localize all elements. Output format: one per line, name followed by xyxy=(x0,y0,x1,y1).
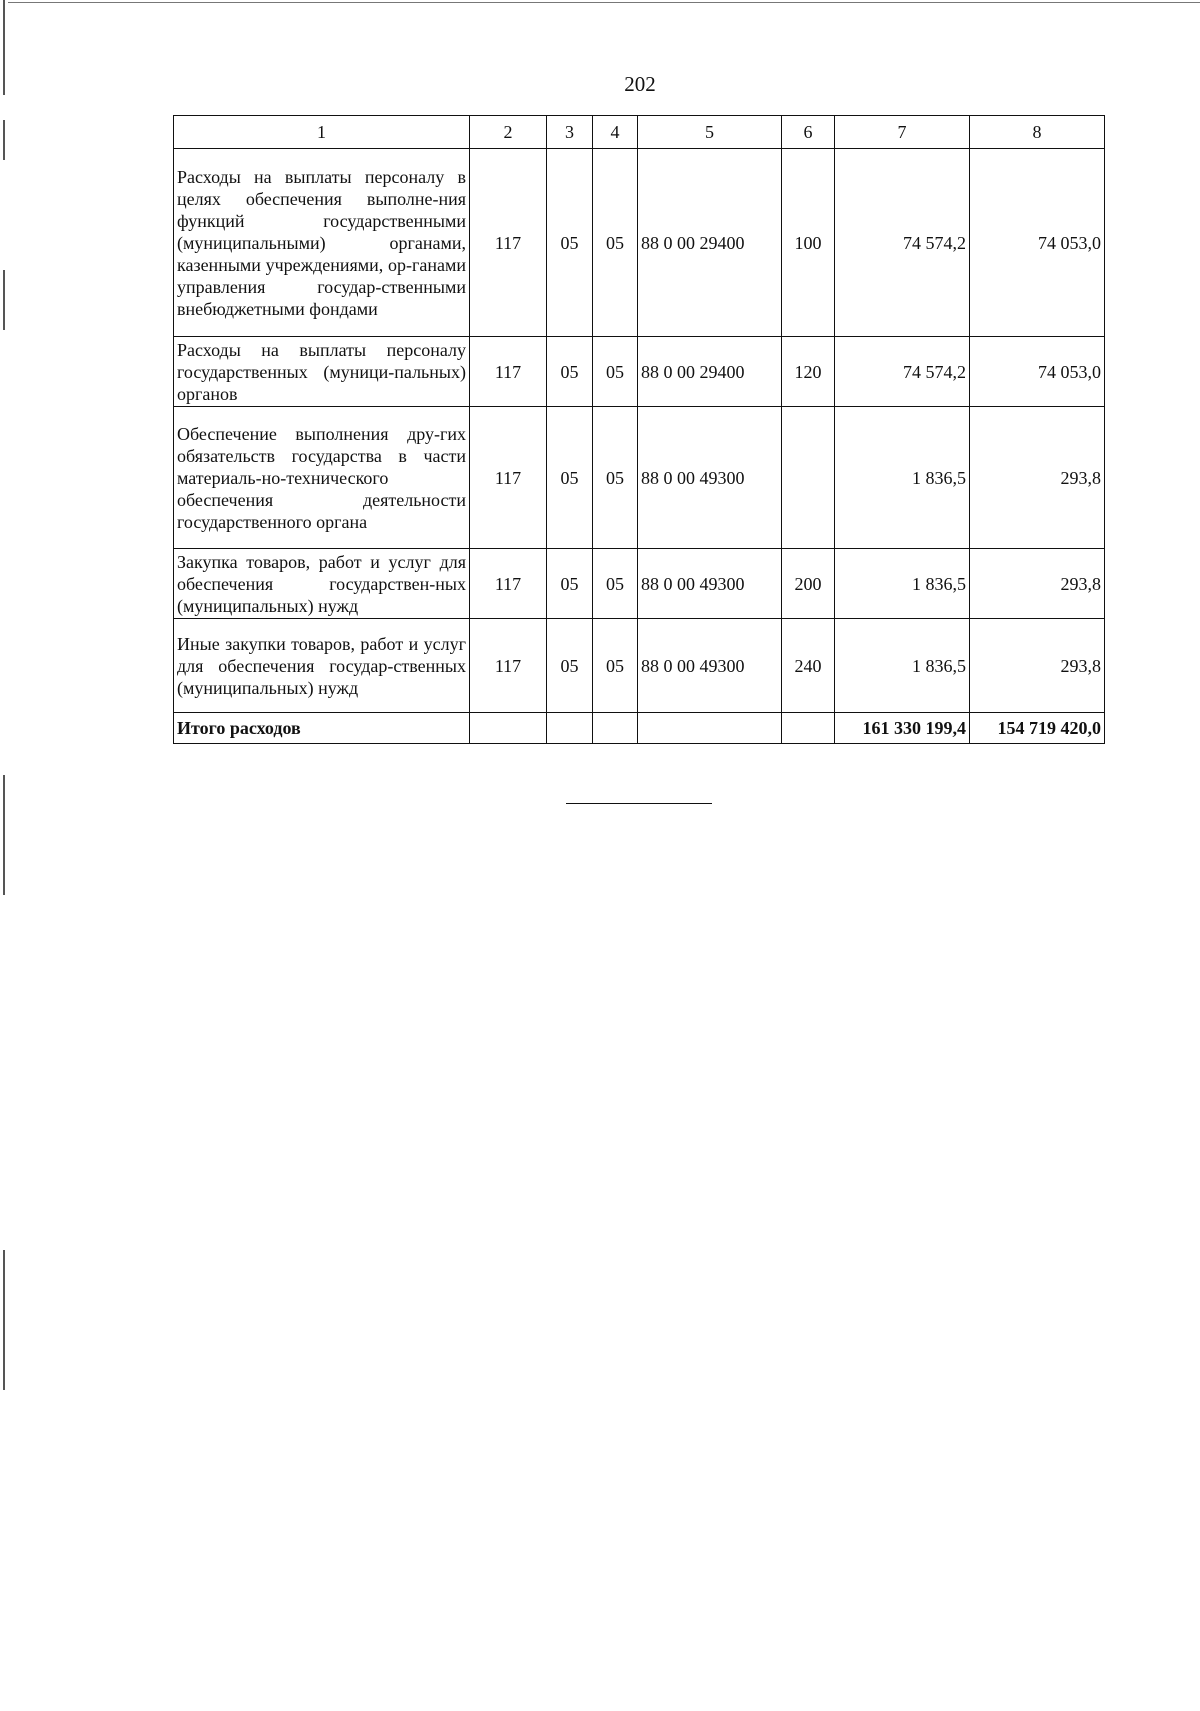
cell-amount-col7: 74 574,2 xyxy=(835,149,970,337)
cell-subsection: 05 xyxy=(593,549,638,619)
column-header: 6 xyxy=(782,116,835,149)
cell-subsection: 05 xyxy=(593,149,638,337)
row-name: Расходы на выплаты персоналу государственных (муници-пальных) органов xyxy=(174,337,470,407)
table-row xyxy=(174,337,1105,407)
cell-target-article: 88 0 00 49300 xyxy=(638,619,782,713)
end-separator-line xyxy=(566,803,712,804)
cell-expense-type: 240 xyxy=(782,619,835,713)
scan-top-edge xyxy=(8,2,1200,3)
table-row xyxy=(174,549,1105,619)
scan-left-edge-mark xyxy=(3,775,5,895)
cell-ministry-code: 117 xyxy=(470,549,547,619)
cell-amount-col7: 1 836,5 xyxy=(835,407,970,549)
cell-amount-col8: 293,8 xyxy=(970,619,1105,713)
scan-left-edge-mark xyxy=(3,1250,5,1390)
cell-ministry-code: 117 xyxy=(470,407,547,549)
cell-amount-col7: 74 574,2 xyxy=(835,337,970,407)
table-row xyxy=(174,619,1105,713)
column-header: 3 xyxy=(547,116,593,149)
cell-section: 05 xyxy=(547,549,593,619)
cell-target-article: 88 0 00 49300 xyxy=(638,549,782,619)
row-name: Иные закупки товаров, работ и услуг для обеспечения государ-ственных (муниципальных) нужд xyxy=(174,619,470,713)
empty-cell xyxy=(547,713,593,744)
cell-section: 05 xyxy=(547,619,593,713)
scan-left-edge-mark xyxy=(3,270,5,330)
cell-section: 05 xyxy=(547,149,593,337)
cell-amount-col8: 293,8 xyxy=(970,549,1105,619)
cell-section: 05 xyxy=(547,337,593,407)
row-name: Расходы на выплаты персоналу в целях обеспечения выполне-ния функций государственными (муниципальными) органами, казенными учреждениями, ор-ганами управления государ-ственными внебюджетными фондами xyxy=(174,149,470,337)
total-amount-col7: 161 330 199,4 xyxy=(835,713,970,744)
column-header: 5 xyxy=(638,116,782,149)
cell-ministry-code: 117 xyxy=(470,149,547,337)
cell-expense-type: 200 xyxy=(782,549,835,619)
row-name: Закупка товаров, работ и услуг для обеспечения государствен-ных (муниципальных) нужд xyxy=(174,549,470,619)
column-header: 8 xyxy=(970,116,1105,149)
total-row xyxy=(174,713,1105,744)
cell-amount-col7: 1 836,5 xyxy=(835,619,970,713)
cell-expense-type xyxy=(782,407,835,549)
cell-expense-type: 120 xyxy=(782,337,835,407)
cell-section: 05 xyxy=(547,407,593,549)
total-amount-col8: 154 719 420,0 xyxy=(970,713,1105,744)
cell-amount-col8: 74 053,0 xyxy=(970,149,1105,337)
empty-cell xyxy=(593,713,638,744)
header-row xyxy=(174,116,1105,149)
column-header: 1 xyxy=(174,116,470,149)
cell-amount-col8: 293,8 xyxy=(970,407,1105,549)
table-row xyxy=(174,407,1105,549)
cell-subsection: 05 xyxy=(593,407,638,549)
empty-cell xyxy=(782,713,835,744)
cell-target-article: 88 0 00 49300 xyxy=(638,407,782,549)
cell-subsection: 05 xyxy=(593,337,638,407)
column-header: 4 xyxy=(593,116,638,149)
cell-amount-col8: 74 053,0 xyxy=(970,337,1105,407)
cell-ministry-code: 117 xyxy=(470,337,547,407)
cell-ministry-code: 117 xyxy=(470,619,547,713)
cell-expense-type: 100 xyxy=(782,149,835,337)
page-number: 202 xyxy=(624,72,656,96)
cell-target-article: 88 0 00 29400 xyxy=(638,337,782,407)
total-label: Итого расходов xyxy=(174,713,470,744)
empty-cell xyxy=(470,713,547,744)
cell-target-article: 88 0 00 29400 xyxy=(638,149,782,337)
empty-cell xyxy=(638,713,782,744)
row-name: Обеспечение выполнения дру-гих обязательств государства в части материаль-но-технического обеспечения деятельности государственного органа xyxy=(174,407,470,549)
budget-table xyxy=(173,115,1105,744)
table-row xyxy=(174,149,1105,337)
column-header: 7 xyxy=(835,116,970,149)
scan-left-edge-mark xyxy=(3,120,5,160)
cell-amount-col7: 1 836,5 xyxy=(835,549,970,619)
column-header: 2 xyxy=(470,116,547,149)
cell-subsection: 05 xyxy=(593,619,638,713)
